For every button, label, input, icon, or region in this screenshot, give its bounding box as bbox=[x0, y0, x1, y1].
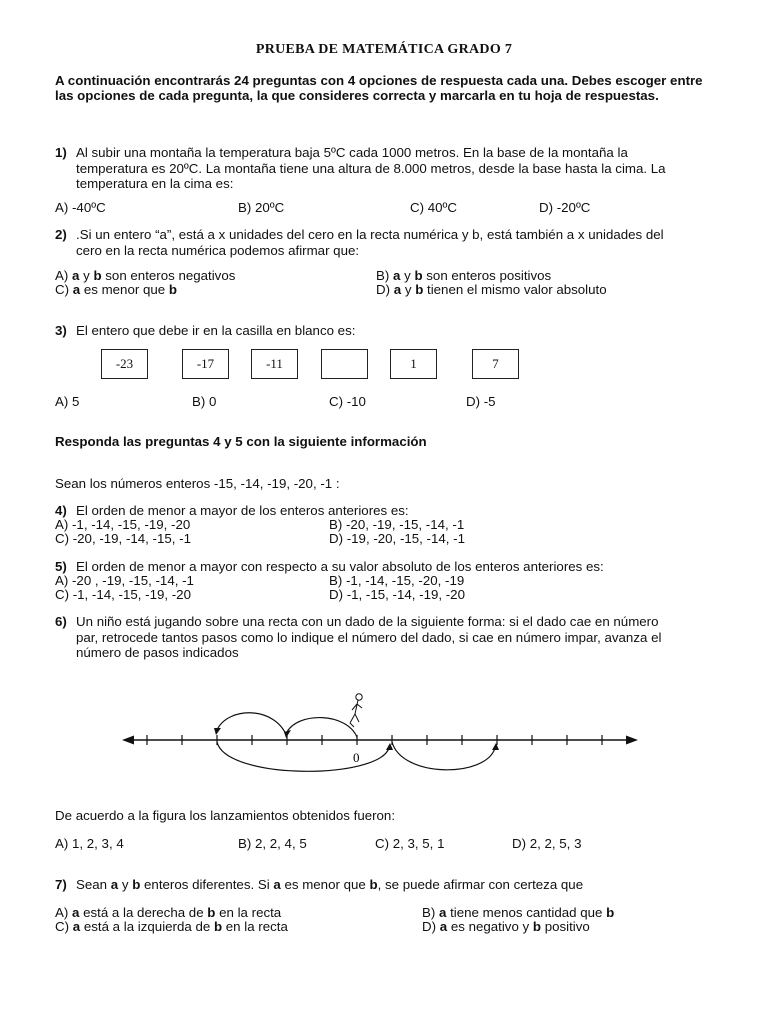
jump-arrowhead bbox=[492, 743, 499, 750]
q4-text: El orden de menor a mayor de los enteros anteriores es: bbox=[76, 503, 409, 518]
sequence-box: 1 bbox=[390, 349, 437, 379]
variable-b: b bbox=[132, 877, 141, 892]
option-text: positivo bbox=[541, 919, 590, 934]
variable-a: a bbox=[72, 919, 81, 934]
option-prefix: C) bbox=[55, 919, 73, 934]
q7-text-part: enteros diferentes. Si bbox=[140, 877, 274, 892]
q2-option-a[interactable] bbox=[55, 268, 235, 283]
variable-a: a bbox=[439, 905, 447, 920]
jump-arc bbox=[217, 713, 287, 737]
q5-number: 5) bbox=[55, 559, 67, 574]
right-arrow-icon bbox=[626, 736, 638, 745]
q2-text bbox=[76, 227, 716, 258]
q6-text-line: número de pasos indicados bbox=[76, 645, 239, 660]
jump-arc bbox=[287, 718, 357, 737]
q3-option-c[interactable]: C) -10 bbox=[329, 394, 366, 409]
option-text: está a la izquierda de bbox=[80, 919, 214, 934]
q3-number: 3) bbox=[55, 323, 67, 338]
option-prefix: A) bbox=[55, 268, 72, 283]
variable-a: a bbox=[110, 877, 119, 892]
q3-option-a[interactable]: A) 5 bbox=[55, 394, 80, 409]
variable-b: b bbox=[207, 905, 216, 920]
option-prefix: D) bbox=[422, 919, 440, 934]
q1-text bbox=[76, 145, 716, 192]
variable-a: a bbox=[72, 282, 81, 297]
q4-option-a[interactable]: A) -1, -14, -15, -19, -20 bbox=[55, 517, 191, 532]
jump-arc bbox=[392, 742, 495, 770]
q7-option-b[interactable] bbox=[422, 905, 614, 920]
blank-box bbox=[321, 349, 368, 379]
q7-text-part: y bbox=[118, 877, 133, 892]
zero-label: 0 bbox=[353, 750, 360, 765]
q5-option-c[interactable]: C) -1, -14, -15, -19, -20 bbox=[55, 587, 191, 602]
variable-a: a bbox=[393, 282, 402, 297]
sequence-box: -11 bbox=[251, 349, 298, 379]
option-prefix: A) bbox=[55, 905, 72, 920]
option-text: está a la derecha de bbox=[79, 905, 208, 920]
variable-b: b bbox=[213, 919, 223, 934]
variable-b: b bbox=[414, 268, 423, 283]
q1-option-b[interactable]: B) 20ºC bbox=[238, 200, 285, 215]
q6-number: 6) bbox=[55, 614, 67, 629]
option-prefix: B) bbox=[376, 268, 393, 283]
option-prefix: B) bbox=[422, 905, 439, 920]
q2-option-c[interactable] bbox=[55, 282, 177, 297]
q7-option-c[interactable] bbox=[55, 919, 288, 934]
q7-number: 7) bbox=[55, 877, 67, 892]
q5-option-a[interactable]: A) -20 , -19, -15, -14, -1 bbox=[55, 573, 194, 588]
q7-text-part: , se puede afirmar con certeza que bbox=[377, 877, 584, 892]
q7-option-a[interactable] bbox=[55, 905, 281, 920]
option-text: tiene menos cantidad que bbox=[446, 905, 607, 920]
q1-number: 1) bbox=[55, 145, 67, 160]
variable-b: b bbox=[93, 268, 102, 283]
option-text: y bbox=[400, 268, 415, 283]
q6-text-line: Un niño está jugando sobre una recta con un dado de la siguiente forma: si el dado cae en número bbox=[76, 614, 659, 629]
q5-option-d[interactable]: D) -1, -15, -14, -19, -20 bbox=[329, 587, 465, 602]
q6-option-c[interactable]: C) 2, 3, 5, 1 bbox=[375, 836, 445, 851]
variable-b: b bbox=[606, 905, 615, 920]
option-text: son enteros positivos bbox=[422, 268, 552, 283]
q1-option-a[interactable]: A) -40ºC bbox=[55, 200, 106, 215]
q6-option-d[interactable]: D) 2, 2, 5, 3 bbox=[512, 836, 582, 851]
q6-option-a[interactable]: A) 1, 2, 3, 4 bbox=[55, 836, 124, 851]
child-figure-icon bbox=[350, 694, 362, 727]
q3-option-b[interactable]: B) 0 bbox=[192, 394, 217, 409]
q1-option-d[interactable]: D) -20ºC bbox=[539, 200, 591, 215]
q2-number: 2) bbox=[55, 227, 67, 242]
q7-text bbox=[76, 877, 583, 892]
q7-text-part: es menor que bbox=[280, 877, 370, 892]
left-arrow-icon bbox=[122, 736, 134, 745]
option-text: en la recta bbox=[215, 905, 282, 920]
section-heading: Responda las preguntas 4 y 5 con la siguiente información bbox=[55, 434, 427, 449]
q6-question: De acuerdo a la figura los lanzamientos obtenidos fueron: bbox=[55, 808, 396, 823]
q1-text-line: temperatura en la cima es: bbox=[76, 176, 234, 191]
q3-text: El entero que debe ir en la casilla en blanco es: bbox=[76, 323, 356, 338]
number-line-diagram bbox=[0, 680, 768, 785]
jump-arrowhead bbox=[214, 728, 221, 735]
q2-text-line: cero en la recta numérica podemos afirmar que: bbox=[76, 242, 360, 258]
q4-option-d[interactable]: D) -19, -20, -15, -14, -1 bbox=[329, 531, 465, 546]
variable-b: b bbox=[168, 282, 177, 297]
instructions: A continuación encontrarás 24 preguntas con 4 opciones de respuesta cada una. Debes escoger entre las opciones de cada pregunta, la que consideres correcta y marcarla en tu hoja de respuestas. bbox=[55, 73, 703, 103]
option-text: es negativo y bbox=[447, 919, 533, 934]
variable-b: b bbox=[369, 877, 378, 892]
option-text: y bbox=[79, 268, 94, 283]
q4-number: 4) bbox=[55, 503, 67, 518]
q4-option-b[interactable]: B) -20, -19, -15, -14, -1 bbox=[329, 517, 465, 532]
q6-option-b[interactable]: B) 2, 2, 4, 5 bbox=[238, 836, 307, 851]
q5-option-b[interactable]: B) -1, -14, -15, -20, -19 bbox=[329, 573, 465, 588]
numbers-statement: Sean los números enteros -15, -14, -19, -20, -1 : bbox=[55, 476, 340, 491]
q2-option-b[interactable] bbox=[376, 268, 551, 283]
q1-text-line: temperatura es 20ºC. La montaña tiene una altura de 8.000 metros, desde la base hasta la cima. La bbox=[76, 160, 666, 176]
option-text: son enteros negativos bbox=[101, 268, 236, 283]
q6-text-line: par, retrocede tantos pasos como lo indique el número del dado, si cae en número impar, avanza el bbox=[76, 629, 662, 645]
sequence-box: -17 bbox=[182, 349, 229, 379]
variable-b: b bbox=[532, 919, 542, 934]
q7-text-part: Sean bbox=[76, 877, 111, 892]
jump-arc bbox=[217, 742, 389, 771]
option-prefix: D) bbox=[376, 282, 394, 297]
page-title: PRUEBA DE MATEMÁTICA GRADO 7 bbox=[255, 42, 513, 57]
variable-a: a bbox=[439, 919, 448, 934]
q7-option-d[interactable] bbox=[422, 919, 590, 934]
option-text: en la recta bbox=[222, 919, 288, 934]
q4-option-c[interactable]: C) -20, -19, -14, -15, -1 bbox=[55, 531, 191, 546]
q2-option-d[interactable] bbox=[376, 282, 607, 297]
variable-a: a bbox=[273, 877, 281, 892]
sequence-box: -23 bbox=[101, 349, 148, 379]
option-text: es menor que bbox=[80, 282, 169, 297]
q5-text: El orden de menor a mayor con respecto a su valor absoluto de los enteros anteriores es: bbox=[76, 559, 604, 574]
variable-a: a bbox=[72, 268, 80, 283]
sequence-box: 7 bbox=[472, 349, 519, 379]
q2-text-line: .Si un entero “a”, está a x unidades del cero en la recta numérica y b, está también a x unidades del bbox=[76, 227, 664, 242]
q3-option-d[interactable]: D) -5 bbox=[466, 394, 496, 409]
q1-option-c[interactable]: C) 40ºC bbox=[410, 200, 457, 215]
option-text: y bbox=[401, 282, 416, 297]
variable-b: b bbox=[415, 282, 424, 297]
option-text: tienen el mismo valor absoluto bbox=[423, 282, 607, 297]
variable-a: a bbox=[393, 268, 401, 283]
q6-text bbox=[76, 614, 716, 661]
option-prefix: C) bbox=[55, 282, 73, 297]
variable-a: a bbox=[72, 905, 80, 920]
q1-text-line: Al subir una montaña la temperatura baja 5ºC cada 1000 metros. En la base de la montaña la bbox=[76, 145, 628, 160]
